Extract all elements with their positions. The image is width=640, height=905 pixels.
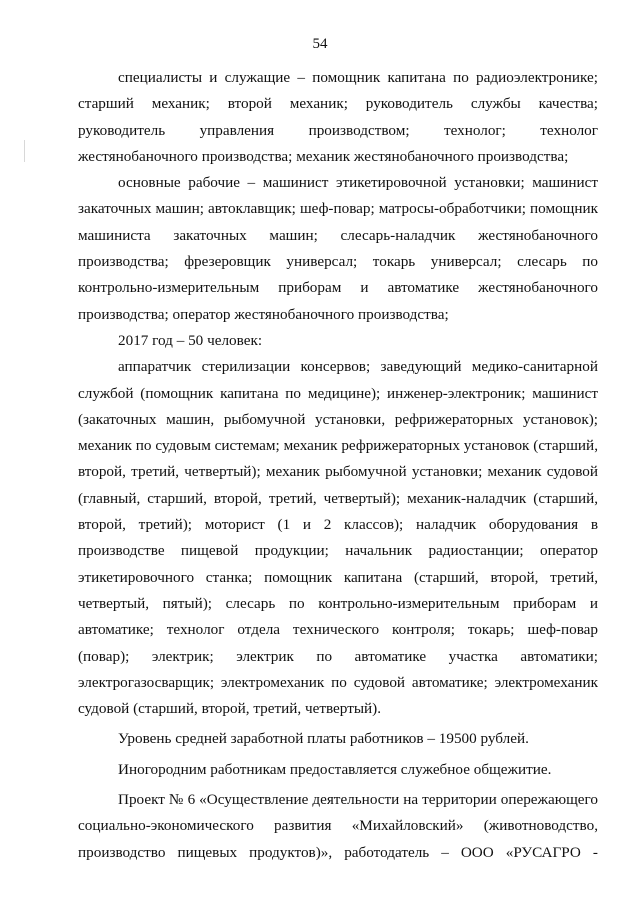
page-number: 54 xyxy=(312,36,328,52)
paragraph-salary: Уровень средней заработной платы работников – 19500 рублей. xyxy=(118,730,529,748)
margin-mark xyxy=(24,140,25,162)
paragraph-main-workers: основные рабочие – машинист этикетировочной установки; машинист закаточных машин; автоклавщик; шеф-повар; матросы-обработчики; помощник машиниста закаточных машин; слесарь-наладчик жестянобаночного производства; фрезеровщик универсал; токарь универсал; слесарь по контрольно-измерительным приборам и автоматике жестянобаночного производства; оператор жестянобаночного производства; xyxy=(78,174,598,323)
paragraph-dormitory: Иногородним работникам предоставляется служебное общежитие. xyxy=(118,760,552,778)
paragraph-year-2017: 2017 год – 50 человек: xyxy=(118,331,263,349)
paragraph-professions-list: аппаратчик стерилизации консервов; заведующий медико-санитарной службой (помощник капитана по медицине); инженер-электроник; машинист (закаточных машин, рыбомучной установки, рефрижераторных установок); механик по судовым системам; механик рефрижераторных установок (старший, второй, третий, четвертый); механик рыбомучной установки; механик судовой (главный, старший, второй, третий, четвертый); механик-наладчик (старший, второй, третий); моторист (1 и 2 классов); наладчик оборудования в производстве пищевой продукции; начальник радиостанции; оператор этикетировочного станка; помощник капитана (старший, второй, третий, четвертый, пятый); слесарь по контрольно-измерительным приборам и автоматике; технолог отдела технического контроля; токарь; шеф-повар (повар); электрик; электрик по автоматике участка автоматики; электрогазосварщик; электромеханик по судовой автоматике; электромеханик судовой (старший, второй, третий, четвертый). xyxy=(78,358,598,718)
paragraph-project-6: Проект № 6 «Осуществление деятельности на территории опережающего социально-экономического развития «Михайловский» (животноводство, производство пищевых продуктов)», работодатель – ООО «РУСАГРО - xyxy=(78,791,598,861)
paragraph-specialists: специалисты и служащие – помощник капитана по радиоэлектронике; старший механик; второй механик; руководитель службы качества; руководитель управления производством; технолог; технолог жестянобаночного производства; механик жестянобаночного производства; xyxy=(78,69,598,165)
document-body xyxy=(78,65,598,866)
